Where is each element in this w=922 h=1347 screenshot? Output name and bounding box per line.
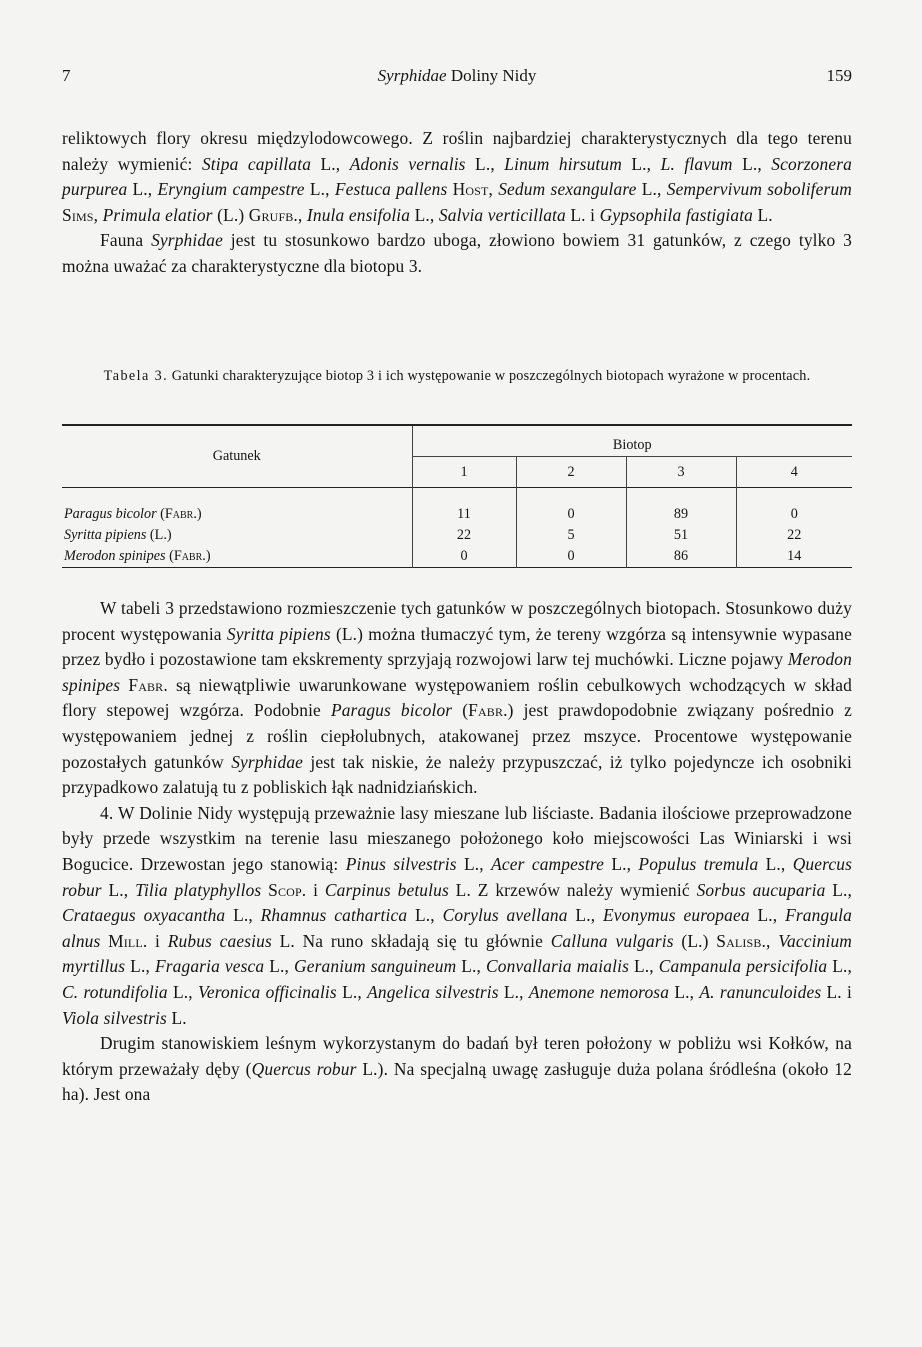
biotop-column-1: 1 (412, 457, 516, 488)
species-name: Angelica silvestris (367, 981, 499, 1002)
paragraph-flora (62, 126, 852, 280)
biotop-column-2: 2 (516, 457, 626, 488)
author-name: Sims (62, 204, 94, 225)
value-cell: 22 (412, 525, 516, 546)
paragraph-table-discussion: W tabeli 3 przedstawiono rozmieszczenie tych gatunków w poszczególnych biotopach. Stosunkowo duży procent występowania Syritta pipiens (L.) można tłumaczyć tym, że tereny wzgórza są intensywnie wypasane przez bydło i pozostawione tam ekskrementy sprzyjają rozwojowi larw tej muchówki. Liczne pojawy Merodon spinipes Fabr. są niewątpliwie uwarunkowane występowaniem roślin cebulkowych wchodzących w skład flory stepowej wzgórza. Podobnie Paragus bicolor (Fabr.) jest prawdopodobnie związany pośrednio z występowaniem jednej z roślin ciepłolubnych, atakowanej przez mszyce. Procentowe występowanie pozostałych gatunków Syrphidae jest tak niskie, że należy przypuszczać, iż tylko pojedyncze ich osobniki przypadkowo zalatują tu z pobliskich łąk nadnidziańskich. 4. W Dolinie Nidy występują przeważnie lasy mieszane lub liściaste. Badania ilościowe przeprowadzone były przede wszystkim na terenie lasu mieszanego położonego koło miejscowości Las Winiarski i wsi Bogucice. Drzewostan jego stanowią: Pinus silvestris L., Acer campestre L., Populus tremula L., Quercus robur L., Tilia platyphyllos Scop. i Carpinus betulus L. Z krzewów należy wymienić Sorbus aucuparia L., Crataegus oxyacantha L., Rhamnus cathartica L., Corylus avellana L., Evonymus europaea L., Frangula alnus Mill. i Rubus caesius L. Na runo składają się tu głównie Calluna vulgaris (L.) Salisb., Vaccinium myrtillus L., Fragaria vesca L., Geranium sanguineum L., Convallaria maialis L., Campanula persicifolia L., C. rotundifolia L., Veronica officinalis L., Angelica silvestris L., Anemone nemorosa L., A. ranunculoides L. i Viola silvestris L. Drugim stanowiskiem leśnym wykorzystanym do badań był teren położony w pobliżu wsi Kołków, na którym przeważały dęby (Quercus robur L.). Na specjalną uwagę zasługuje duża polana śródleśna (około 12 ha). Jest ona (62, 596, 852, 1108)
species-name: C. rotundifolia (62, 981, 168, 1002)
author-name: Scop. (261, 879, 307, 900)
value-cell: 11 (412, 504, 516, 525)
species-name: Pinus silvestris (345, 853, 457, 874)
table-row (62, 546, 852, 568)
species-name: Tilia platyphyllos (135, 879, 262, 900)
species-name: Crataegus oxyacantha (62, 905, 226, 926)
species-name: Syritta pipiens (226, 623, 331, 644)
author-name: (Fabr.) (169, 548, 211, 564)
species-name: Merodon spinipes (62, 649, 852, 695)
table-3 (62, 424, 852, 568)
species-name: Convallaria maialis (486, 956, 629, 977)
species-name: Anemone nemorosa (528, 981, 670, 1002)
column-header-species: Gatunek (212, 448, 261, 464)
table-caption (62, 366, 852, 386)
species-name: Evonymus europaea (603, 905, 750, 926)
species-cell: Syritta pipiens (L.) (64, 527, 172, 543)
value-cell: 51 (626, 525, 736, 546)
species-name: Primula elatior (102, 204, 213, 225)
species-name: Adonis vernalis (349, 153, 466, 174)
page-header (62, 66, 852, 92)
species-name: A. ranunculoides (699, 981, 822, 1002)
author-name: (Fabr.) (160, 506, 202, 522)
flora-text: reliktowych flory okresu międzylodowcowego. Z roślin najbardziej charakterystycznych dla tego terenu należy wymienić: Stipa capillata L., Adonis vernalis L., Linum hirsutum L., L. flavum L., Scorzonera purpurea L., Eryngium campestre L., Festuca pallens Host, Sedum sexangulare L., Sempervivum soboliferum Sims, Primula elatior (L.) Grufb., Inula ensifolia L., Salvia verticillata L. i Gypsophila fastigiata L. (62, 128, 852, 225)
species-name: Gypsophila fastigiata (599, 204, 754, 225)
species-name: Eryngium campestre (157, 179, 305, 200)
family-name: Syrphidae (151, 230, 223, 251)
author-name: Grufb. (248, 204, 298, 225)
author-name: Host (447, 179, 489, 200)
species-name: Paragus bicolor (330, 700, 453, 721)
species-name: Linum hirsutum (504, 153, 622, 174)
species-cell: Paragus bicolor (Fabr.) (64, 506, 202, 522)
species-name: Rubus caesius (167, 930, 272, 951)
paragraph-forest: 4. W Dolinie Nidy występują przeważnie lasy mieszane lub liściaste. Badania ilościowe przeprowadzone były przede wszystkim na terenie lasu mieszanego położonego koło miejscowości Las Winiarski i wsi Bogucice. Drzewostan jego stanowią: Pinus silvestris L., Acer campestre L., Populus tremula L., Quercus robur L., Tilia platyphyllos Scop. i Carpinus betulus L. Z krzewów należy wymienić Sorbus aucuparia L., Crataegus oxyacantha L., Rhamnus cathartica L., Corylus avellana L., Evonymus europaea L., Frangula alnus Mill. i Rubus caesius L. Na runo składają się tu głównie Calluna vulgaris (L.) Salisb., Vaccinium myrtillus L., Fragaria vesca L., Geranium sanguineum L., Convallaria maialis L., Campanula persicifolia L., C. rotundifolia L., Veronica officinalis L., Angelica silvestris L., Anemone nemorosa L., A. ranunculoides L. i Viola silvestris L. (62, 802, 853, 1028)
species-name: Sempervivum soboliferum (666, 179, 852, 200)
author-name: Salisb. (716, 930, 766, 951)
species-name: Rhamnus cathartica (260, 905, 408, 926)
biotop-column-4: 4 (736, 457, 852, 488)
value-cell: 0 (516, 504, 626, 525)
species-name: Quercus robur (62, 853, 853, 900)
value-cell: 14 (736, 546, 852, 568)
running-title (62, 66, 852, 86)
biotop-column-3: 3 (626, 457, 736, 488)
species-name: Frangula alnus (62, 905, 852, 951)
column-header-biotop: Biotop (412, 425, 852, 457)
value-cell: 5 (516, 525, 626, 546)
author-name: Fabr. (120, 674, 168, 695)
family-name: Syrphidae (231, 751, 304, 772)
species-name: Quercus robur (251, 1058, 357, 1079)
table-row (62, 525, 852, 546)
table-label: Tabela 3. (103, 368, 169, 384)
value-cell: 0 (516, 546, 626, 568)
running-title-rest: Doliny Nidy (446, 66, 537, 85)
author-name: Fabr. (468, 700, 508, 721)
species-name: Sorbus aucuparia (696, 879, 826, 900)
species-name: Salvia verticillata (438, 204, 566, 225)
species-name: Veronica officinalis (198, 981, 337, 1002)
species-name: Sedum sexangulare (498, 179, 637, 200)
author-name: (L.) (149, 527, 172, 543)
species-name: Campanula persicifolia (658, 956, 828, 977)
species-name: Festuca pallens (334, 179, 448, 200)
paragraph-fauna: Fauna Syrphidae jest tu stosunkowo bardzo uboga, złowiono bowiem 31 gatunków, z czego tylko 3 można uważać za charakterystyczne dla biotopu 3. (62, 230, 853, 276)
species-name: Calluna vulgaris (550, 930, 674, 951)
running-title-taxon: Syrphidae (377, 66, 447, 85)
page-number-left: 7 (62, 66, 71, 85)
value-cell: 22 (736, 525, 852, 546)
species-name: Vaccinium myrtillus (62, 930, 852, 977)
species-name: Inula ensifolia (306, 204, 411, 225)
caption-text: Gatunki charakteryzujące biotop 3 i ich występowanie w poszczególnych biotopach wyrażone w procentach. (168, 368, 811, 384)
species-name: L. flavum (660, 153, 733, 174)
value-cell: 0 (412, 546, 516, 568)
value-cell: 89 (626, 504, 736, 525)
species-cell: Merodon spinipes (Fabr.) (64, 548, 211, 564)
species-name: Geranium sanguineum (294, 956, 457, 977)
species-name: Corylus avellana (442, 905, 568, 926)
species-name: Viola silvestris (62, 1007, 167, 1028)
species-name: Carpinus betulus (324, 879, 449, 900)
species-name: Scorzonera purpurea (62, 153, 852, 200)
species-name: Stipa capillata (201, 153, 312, 174)
species-name: Acer campestre (491, 853, 605, 874)
table-row (62, 504, 852, 525)
species-name: Populus tremula (638, 853, 759, 874)
species-name: Fragaria vesca (154, 956, 265, 977)
paragraph-second-site: Drugim stanowiskiem leśnym wykorzystanym do badań był teren położony w pobliżu wsi Kołków, na którym przeważały dęby (Quercus robur L.). Na specjalną uwagę zasługuje duża polana śródleśna (około 12 ha). Jest ona (62, 1033, 852, 1105)
author-name: Mill. (100, 930, 148, 951)
value-cell: 0 (736, 504, 852, 525)
page-number-right: 159 (826, 66, 852, 85)
value-cell: 86 (626, 546, 736, 568)
